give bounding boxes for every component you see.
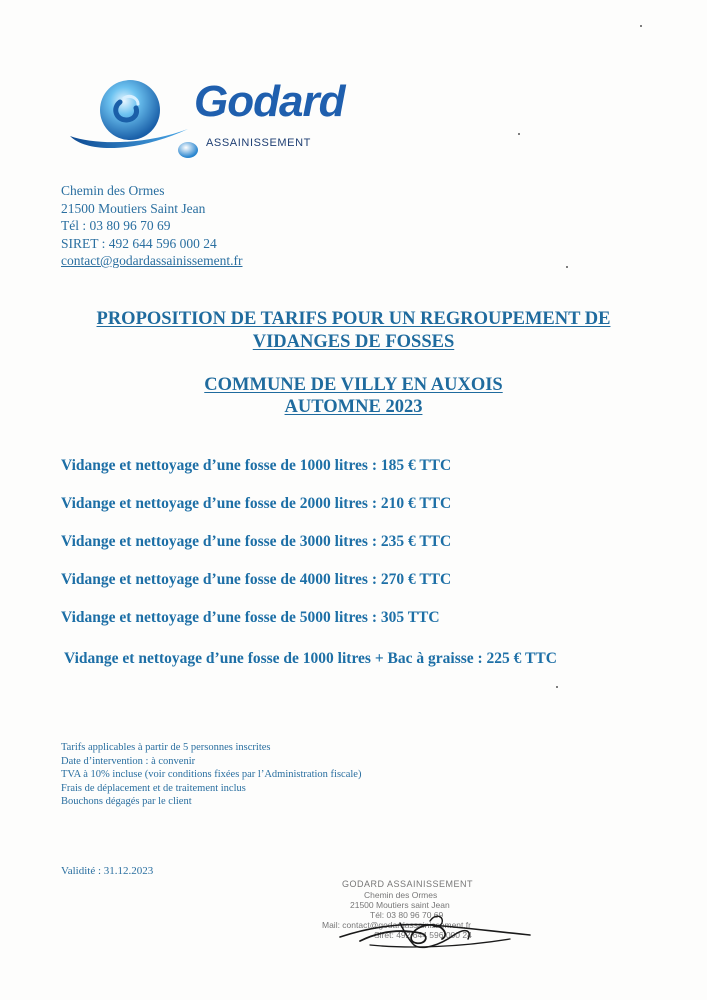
- address-siret: SIRET : 492 644 596 000 24: [61, 235, 217, 251]
- note-item: TVA à 10% incluse (voir conditions fixées par l’Administration fiscale): [61, 769, 362, 780]
- document-title-line-2: VIDANGES DE FOSSES: [252, 332, 455, 352]
- price-item: Vidange et nettoyage d’une fosse de 3000 litres : 235 € TTC: [61, 533, 452, 550]
- company-logo: [68, 74, 358, 164]
- stamp-email: Mail: contact@godardassainissement.fr: [322, 920, 471, 930]
- company-address: [61, 182, 243, 270]
- note-item: Tarifs applicables à partir de 5 personnes inscrites: [61, 742, 271, 753]
- stamp-city: 21500 Moutiers saint Jean: [350, 900, 450, 910]
- stamp-street: Chemin des Ormes: [364, 890, 438, 900]
- stamp-company: GODARD ASSAINISSEMENT: [342, 879, 474, 889]
- logo-subtitle: ASSAINISSEMENT: [206, 137, 311, 149]
- validity-date: Validité : 31.12.2023: [61, 865, 154, 877]
- note-item: Bouchons dégagés par le client: [61, 796, 192, 807]
- document-subtitle-season: AUTOMNE 2023: [284, 397, 423, 417]
- address-phone: Tél : 03 80 96 70 69: [61, 218, 171, 233]
- logo-wordmark: Godard: [194, 77, 345, 126]
- price-item: Vidange et nettoyage d’une fosse de 2000 litres : 210 € TTC: [61, 495, 452, 512]
- signature: [330, 905, 540, 955]
- scan-speck: [518, 133, 520, 135]
- address-city: 21500 Moutiers Saint Jean: [61, 200, 206, 216]
- document-subtitle-commune: COMMUNE DE VILLY EN AUXOIS: [204, 375, 503, 395]
- address-street: Chemin des Ormes: [61, 183, 165, 198]
- price-item: Vidange et nettoyage d’une fosse de 5000 litres : 305 TTC: [61, 609, 440, 626]
- conditions-notes: [61, 741, 361, 809]
- price-item: Vidange et nettoyage d’une fosse de 1000 litres + Bac à graisse : 225 € TTC: [64, 650, 557, 667]
- price-item: Vidange et nettoyage d’une fosse de 1000 litres : 185 € TTC: [61, 457, 452, 474]
- scan-speck: [640, 25, 642, 27]
- stamp-phone: Tél: 03 80 96 70 69: [370, 910, 444, 920]
- note-item: Frais de déplacement et de traitement inclus: [61, 782, 246, 794]
- price-item: Vidange et nettoyage d’une fosse de 4000 litres : 270 € TTC: [61, 571, 452, 588]
- note-item: Date d’intervention : à convenir: [61, 755, 196, 767]
- stamp-siret: Siret: 492 644 596 000 24: [374, 930, 472, 940]
- scan-speck: [566, 266, 568, 268]
- document-title-line-1: PROPOSITION DE TARIFS POUR UN REGROUPEMENT DE: [96, 309, 611, 329]
- address-email-link[interactable]: contact@godardassainissement.fr: [61, 253, 243, 268]
- scan-speck: [556, 686, 558, 688]
